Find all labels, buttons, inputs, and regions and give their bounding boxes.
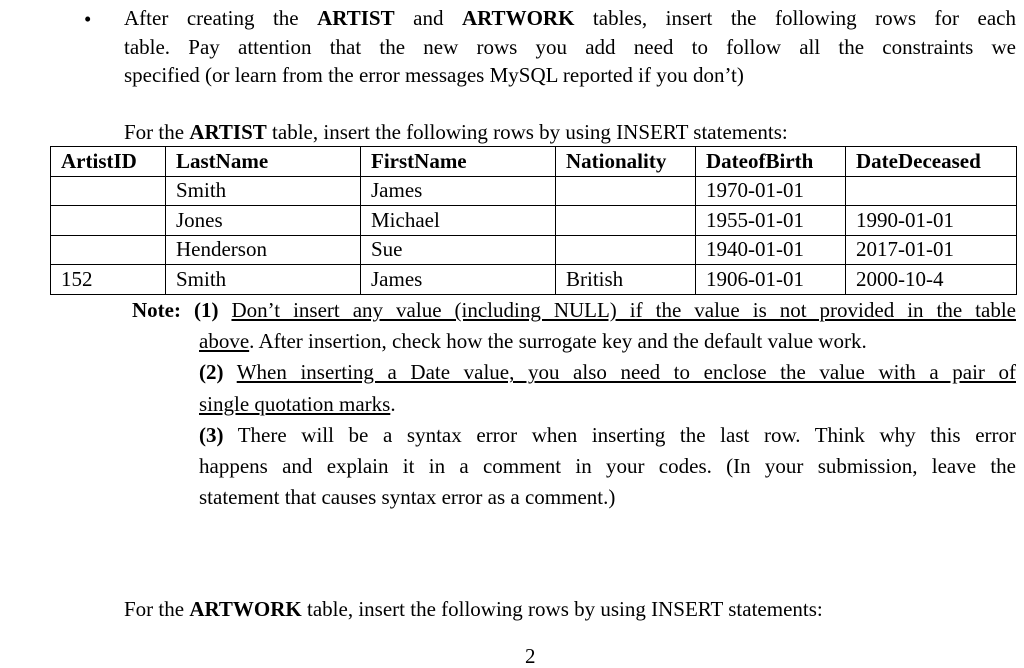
cell-nationality — [556, 235, 696, 265]
cell-nationality — [556, 206, 696, 236]
intro-line-2: table. Pay attention that the new rows you add need to follow all the constraints we — [124, 34, 1016, 59]
cell-lastname: Smith — [166, 176, 361, 206]
table-row — [51, 235, 1017, 265]
cell-nationality — [556, 176, 696, 206]
cell-artistid: 152 — [51, 265, 166, 295]
cell-artistid — [51, 206, 166, 236]
header-lastname: LastName — [166, 147, 361, 177]
intro-line-3: specified (or learn from the error messages MySQL reported if you don’t) — [124, 63, 744, 87]
cell-nationality: British — [556, 265, 696, 295]
header-dateofbirth: DateofBirth — [696, 147, 846, 177]
cell-dateofbirth: 1940-01-01 — [696, 235, 846, 265]
note-block — [132, 295, 1016, 513]
cell-dateofbirth: 1970-01-01 — [696, 176, 846, 206]
cell-lastname: Smith — [166, 265, 361, 295]
note-line-7: statement that causes syntax error as a comment.) — [199, 485, 616, 510]
cell-datedeceased — [846, 176, 1017, 206]
note-line-1: Note: (1) Don’t insert any value (including NULL) if the value is not provided in the table — [132, 298, 1016, 322]
cell-artistid — [51, 176, 166, 206]
cell-firstname: James — [361, 265, 556, 295]
table-row — [51, 265, 1017, 295]
cell-datedeceased: 2000-10-4 — [846, 265, 1017, 295]
note-line-3: (2) When inserting a Date value, you also need to enclose the value with a pair of — [199, 360, 1016, 385]
cell-firstname: Sue — [361, 235, 556, 265]
cell-datedeceased: 1990-01-01 — [846, 206, 1017, 236]
cell-firstname: Michael — [361, 206, 556, 236]
cell-dateofbirth: 1955-01-01 — [696, 206, 846, 236]
intro-paragraph — [124, 4, 1016, 90]
header-firstname: FirstName — [361, 147, 556, 177]
cell-dateofbirth: 1906-01-01 — [696, 265, 846, 295]
cell-lastname: Henderson — [166, 235, 361, 265]
cell-datedeceased: 2017-01-01 — [846, 235, 1017, 265]
note-line-5: (3) There will be a syntax error when inserting the last row. Think why this error — [199, 422, 1016, 447]
note-line-6: happens and explain it in a comment in your codes. (In your submission, leave the — [199, 454, 1016, 479]
artist-table-caption: For the ARTIST table, insert the following rows by using INSERT statements: — [124, 120, 788, 144]
page-number: 2 — [525, 644, 536, 668]
header-artistid: ArtistID — [51, 147, 166, 177]
table-row — [51, 206, 1017, 236]
header-nationality: Nationality — [556, 147, 696, 177]
intro-line-1: After creating the ARTIST and ARTWORK tables, insert the following rows for each — [124, 6, 1016, 30]
cell-artistid — [51, 235, 166, 265]
artist-table-header-row — [51, 147, 1017, 177]
header-datedeceased: DateDeceased — [846, 147, 1017, 177]
cell-lastname: Jones — [166, 206, 361, 236]
artwork-table-caption: For the ARTWORK table, insert the following rows by using INSERT statements: — [124, 597, 823, 621]
note-line-2: above. After insertion, check how the surrogate key and the default value work. — [199, 329, 867, 354]
note-line-4: single quotation marks. — [199, 391, 396, 416]
artist-table — [50, 146, 1017, 295]
table-row — [51, 176, 1017, 206]
cell-firstname: James — [361, 176, 556, 206]
bullet-marker: • — [84, 7, 92, 31]
